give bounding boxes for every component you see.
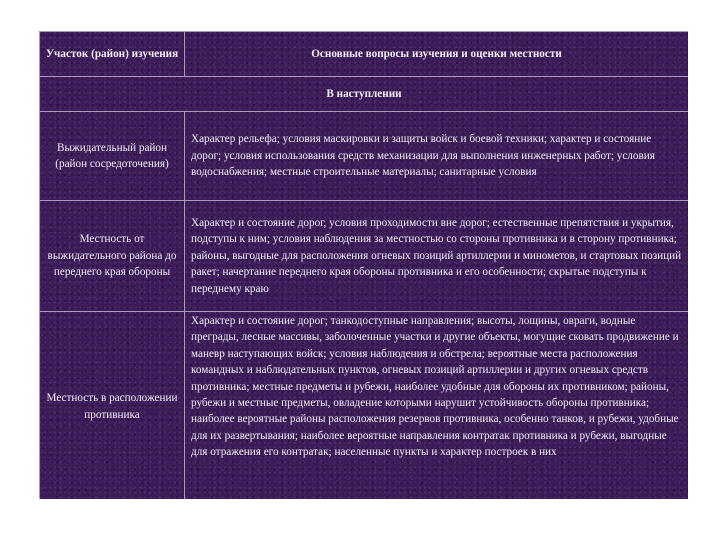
area-cell: Выжидательный район (район сосредоточения) <box>40 112 185 201</box>
table-header-row <box>40 32 689 77</box>
area-cell: Местность в расположении противника <box>40 312 185 500</box>
table-row <box>40 312 689 500</box>
section-row <box>40 77 689 112</box>
questions-cell: Характер и состояние дорог, условия проходимости вне дорог; естественные препятствия и укрытия, подступы к ним; условия наблюдения за местностью со стороны противника и в сторону противника; районы, выгодные для расположения огневых позиций артиллерии и минометов, и стартовых позиций ракет; начертание переднего края обороны противника и его особенности; скрытые подступы к переднему краю <box>185 201 689 312</box>
section-title: В наступлении <box>40 77 689 112</box>
questions-cell: Характер и состояние дорог; танкодоступные направления; высоты, лощины, овраги, водные преграды, лесные массивы, заболоченные участки и другие объекты, могущие сковать продвижение и маневр наступающих войск; условия наблюдения и обстрела; вероятные места расположения командных и наблюдательных пунктов, огневых позиций артиллерии и других огневых средств противника; местные предметы и рубежи, наиболее удобные для обороны их противником; районы, рубежи и местные предметы, овладение которыми нарушит устойчивость обороны противника; наиболее вероятные районы расположения резервов противника, особенно танков, и рубежи, удобные для их развертывания; наиболее вероятные направления контратак противника и рубежи, выгодные для отражения его контратак; населенные пункты и характер построек в них <box>185 312 689 500</box>
header-questions-cell: Основные вопросы изучения и оценки местности <box>185 32 689 77</box>
terrain-study-table <box>39 31 688 499</box>
area-cell: Местность от выжидательного района до переднего края обороны <box>40 201 185 312</box>
table <box>39 31 688 499</box>
table-row <box>40 112 689 201</box>
table-row <box>40 201 689 312</box>
questions-cell: Характер рельефа; условия маскировки и защиты войск и боевой техники; характер и состояние дорог; условия использования средств механизации для выполнения инженерных работ; условия водоснабжения; местные строительные материалы; санитарные условия <box>185 112 689 201</box>
header-area-cell: Участок (район) изучения <box>40 32 185 77</box>
